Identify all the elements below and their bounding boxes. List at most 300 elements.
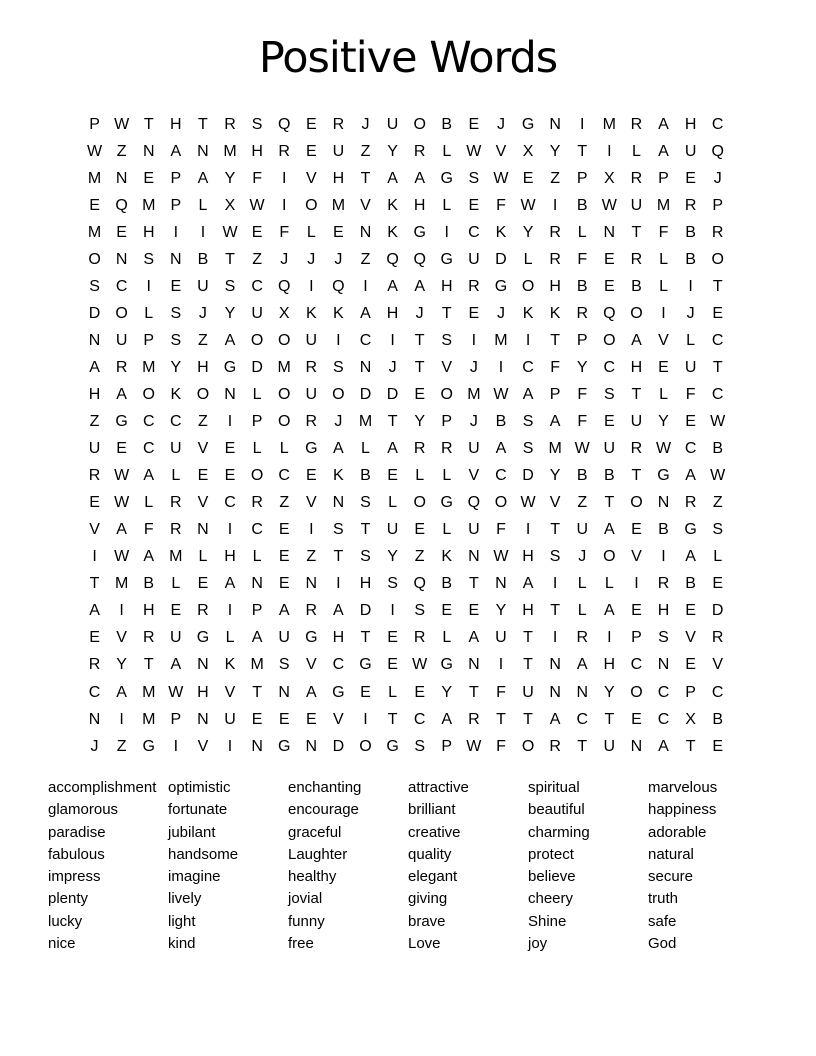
grid-letter: L: [252, 548, 262, 566]
grid-letter: L: [577, 223, 587, 241]
grid-letter: H: [549, 277, 561, 295]
grid-letter: C: [576, 710, 589, 728]
grid-letter: H: [332, 169, 345, 187]
grid-letter: K: [333, 304, 344, 322]
grid-letter: C: [170, 413, 182, 431]
grid-letter: P: [441, 737, 453, 755]
grid-letter: M: [358, 413, 373, 431]
grid-letter: O: [250, 331, 264, 349]
grid-letter: O: [440, 385, 453, 403]
grid-letter: I: [336, 575, 341, 593]
grid-letter: G: [305, 629, 318, 647]
grid-letter: I: [471, 331, 477, 349]
grid-letter: C: [630, 656, 643, 674]
grid-letter: R: [278, 142, 290, 160]
grid-letter: C: [657, 710, 670, 728]
grid-letter: Z: [198, 413, 208, 431]
word-item: enchanting: [288, 779, 362, 796]
word-item: believe: [528, 868, 576, 886]
word-item: marvelous: [648, 779, 718, 796]
grid-letter: M: [142, 358, 156, 376]
grid-letter: R: [440, 440, 453, 458]
word-item: fortunate: [168, 801, 228, 819]
grid-letter: I: [173, 223, 179, 241]
word-item: Laughter: [288, 845, 348, 863]
grid-letter: R: [468, 277, 480, 295]
word-item: charming: [528, 823, 590, 841]
grid-letter: A: [224, 575, 236, 593]
grid-letter: H: [630, 358, 643, 376]
grid-letter: J: [713, 169, 722, 187]
grid-letter: R: [684, 494, 697, 512]
grid-letter: U: [522, 683, 534, 701]
grid-letter: W: [520, 196, 536, 214]
grid-letter: I: [309, 277, 314, 295]
grid-letter: V: [685, 629, 696, 647]
grid-letter: V: [658, 331, 669, 349]
grid-letter: I: [580, 115, 585, 133]
grid-letter: T: [414, 358, 425, 376]
word-list-column: [528, 777, 648, 955]
grid-letter: U: [115, 331, 128, 349]
grid-letter: O: [630, 304, 643, 322]
grid-letter: J: [578, 548, 587, 566]
grid-letter: E: [278, 710, 290, 728]
grid-letter: C: [603, 358, 616, 376]
grid-letter: F: [279, 223, 290, 241]
grid-letter: T: [360, 629, 371, 647]
grid-letter: J: [90, 737, 99, 755]
grid-letter: Z: [198, 331, 208, 349]
grid-letter: R: [657, 575, 670, 593]
grid-letter: E: [414, 385, 425, 403]
grid-letter: T: [468, 683, 479, 701]
grid-letter: Q: [386, 250, 399, 268]
grid-letter: W: [114, 115, 130, 133]
grid-letter: E: [658, 358, 669, 376]
grid-letter: S: [143, 250, 155, 268]
grid-letter: E: [89, 196, 100, 214]
word-item: protect: [528, 845, 574, 863]
grid-letter: E: [89, 494, 100, 512]
grid-letter: P: [685, 683, 696, 701]
grid-letter: E: [197, 467, 209, 485]
grid-letter: C: [711, 385, 724, 403]
grid-letter: Q: [115, 196, 128, 214]
grid-letter: E: [685, 656, 696, 674]
grid-letter: B: [360, 467, 371, 485]
grid-letter: U: [684, 358, 697, 376]
grid-letter: H: [142, 223, 155, 241]
grid-letter: T: [143, 115, 154, 133]
grid-letter: H: [332, 629, 345, 647]
grid-letter: T: [360, 521, 371, 539]
grid-letter: L: [252, 440, 262, 458]
grid-letter: H: [522, 602, 534, 620]
grid-letter: T: [550, 331, 561, 349]
grid-letter: Q: [332, 277, 345, 295]
grid-letter: I: [552, 629, 558, 647]
grid-letter: T: [496, 710, 506, 728]
word-item: truth: [648, 890, 679, 908]
grid-letter: N: [630, 737, 643, 755]
grid-letter: P: [631, 629, 642, 647]
grid-letter: U: [603, 737, 616, 755]
grid-letter: E: [468, 602, 480, 620]
grid-letter: L: [198, 196, 208, 214]
grid-letter: E: [278, 521, 290, 539]
grid-letter: I: [498, 656, 504, 674]
grid-letter: U: [332, 142, 345, 160]
grid-letter: I: [390, 331, 395, 349]
grid-letter: G: [142, 737, 155, 755]
grid-letter: L: [577, 575, 587, 593]
grid-letter: U: [495, 629, 507, 647]
grid-letter: E: [224, 467, 236, 485]
grid-letter: L: [631, 142, 641, 160]
grid-letter: N: [88, 710, 101, 728]
grid-letter: S: [251, 115, 263, 133]
grid-letter: J: [469, 358, 478, 376]
grid-letter: T: [225, 250, 235, 268]
grid-letter: I: [390, 602, 395, 620]
grid-letter: F: [685, 385, 696, 403]
grid-letter: L: [306, 223, 316, 241]
grid-letter: E: [603, 413, 615, 431]
grid-letter: P: [658, 169, 669, 187]
word-item: giving: [408, 890, 448, 908]
grid-letter: A: [631, 331, 642, 349]
grid-letter: K: [387, 223, 398, 241]
grid-letter: R: [88, 467, 101, 485]
grid-letter: M: [656, 196, 671, 214]
word-item: paradise: [48, 823, 106, 841]
word-item: lucky: [48, 912, 83, 930]
grid-letter: Z: [306, 548, 317, 566]
grid-letter: V: [305, 656, 317, 674]
grid-letter: A: [685, 467, 696, 485]
grid-letter: A: [116, 521, 127, 539]
grid-letter: I: [281, 169, 287, 187]
grid-letter: E: [685, 602, 696, 620]
grid-letter: M: [87, 223, 102, 241]
grid-letter: A: [170, 142, 182, 160]
grid-letter: B: [712, 440, 724, 458]
grid-letter: S: [712, 521, 724, 539]
grid-letter: E: [305, 467, 317, 485]
grid-letter: Y: [522, 223, 534, 241]
grid-letter: A: [685, 548, 696, 566]
grid-letter: Z: [360, 250, 371, 268]
grid-letter: A: [116, 385, 127, 403]
grid-letter: O: [142, 385, 155, 403]
grid-letter: S: [170, 304, 182, 322]
grid-letter: U: [278, 629, 290, 647]
grid-letter: W: [493, 385, 509, 403]
grid-letter: T: [523, 710, 533, 728]
grid-letter: A: [522, 575, 534, 593]
grid-letter: E: [197, 575, 209, 593]
grid-letter: Z: [360, 142, 371, 160]
grid-letter: O: [359, 737, 372, 755]
grid-letter: R: [197, 602, 209, 620]
grid-letter: U: [224, 710, 236, 728]
grid-letter: T: [550, 521, 561, 539]
grid-letter: D: [711, 602, 724, 620]
grid-letter: I: [363, 277, 368, 295]
grid-letter: I: [227, 602, 233, 620]
grid-letter: A: [468, 629, 480, 647]
word-item: healthy: [288, 868, 337, 886]
word-list-column: [48, 777, 168, 955]
grid-letter: C: [468, 223, 480, 241]
grid-letter: C: [657, 683, 670, 701]
grid-letter: L: [442, 629, 452, 647]
grid-letter: T: [414, 331, 425, 349]
grid-letter: R: [711, 223, 724, 241]
grid-letter: W: [655, 440, 672, 458]
grid-letter: V: [89, 521, 100, 539]
grid-letter: W: [601, 196, 617, 214]
grid-letter: M: [250, 656, 264, 674]
word-item: free: [288, 935, 314, 953]
grid-letter: N: [359, 358, 372, 376]
grid-letter: D: [359, 602, 372, 620]
grid-letter: Z: [712, 494, 723, 512]
grid-letter: N: [251, 575, 263, 593]
grid-letter: R: [630, 115, 643, 133]
grid-letter: K: [224, 656, 236, 674]
grid-letter: I: [634, 575, 639, 593]
grid-letter: N: [197, 656, 209, 674]
grid-letter: M: [223, 142, 237, 160]
grid-letter: A: [658, 737, 669, 755]
grid-letter: Y: [116, 656, 127, 674]
grid-letter: O: [711, 250, 724, 268]
grid-letter: A: [251, 629, 263, 647]
grid-letter: E: [712, 304, 724, 322]
grid-letter: V: [441, 358, 453, 376]
grid-letter: P: [170, 196, 182, 214]
grid-letter: A: [278, 602, 290, 620]
grid-letter: Y: [170, 358, 182, 376]
grid-letter: W: [466, 142, 482, 160]
grid-letter: O: [630, 494, 643, 512]
grid-letter: B: [495, 413, 507, 431]
grid-letter: L: [388, 494, 398, 512]
grid-letter: F: [577, 385, 588, 403]
grid-letter: E: [251, 710, 263, 728]
grid-letter: S: [278, 656, 290, 674]
word-item: plenty: [48, 890, 89, 908]
grid-letter: A: [170, 656, 182, 674]
grid-letter: N: [549, 683, 561, 701]
grid-letter: M: [169, 548, 183, 566]
grid-letter: L: [659, 277, 668, 295]
grid-letter: E: [631, 521, 642, 539]
grid-letter: I: [363, 710, 368, 728]
grid-letter: J: [415, 304, 424, 322]
grid-letter: U: [170, 629, 182, 647]
puzzle-title: Positive Words: [258, 33, 558, 83]
grid-letter: E: [251, 223, 263, 241]
grid-letter: R: [88, 656, 101, 674]
grid-letter: E: [603, 250, 615, 268]
grid-letter: A: [603, 521, 615, 539]
grid-letter: A: [305, 683, 317, 701]
word-item: jovial: [288, 890, 323, 908]
grid-letter: C: [251, 521, 263, 539]
grid-letter: I: [661, 304, 666, 322]
grid-letter: E: [631, 602, 642, 620]
grid-letter: N: [170, 250, 182, 268]
grid-letter: H: [170, 115, 182, 133]
grid-letter: N: [603, 223, 616, 241]
word-item: jubilant: [168, 823, 216, 841]
grid-letter: H: [413, 196, 426, 214]
grid-letter: G: [223, 358, 237, 376]
grid-letter: G: [440, 250, 453, 268]
grid-letter: I: [498, 358, 504, 376]
grid-letter: B: [576, 196, 588, 214]
grid-letter: G: [115, 413, 128, 431]
grid-letter: R: [142, 629, 155, 647]
grid-letter: J: [334, 250, 343, 268]
grid-letter: Z: [89, 413, 100, 431]
grid-letter: F: [496, 737, 506, 755]
grid-letter: I: [119, 710, 124, 728]
grid-letter: O: [305, 196, 318, 214]
grid-letter: I: [525, 521, 531, 539]
grid-letter: P: [576, 169, 588, 187]
word-item: joy: [528, 935, 548, 953]
grid-letter: A: [333, 602, 344, 620]
grid-letter: I: [688, 277, 693, 295]
grid-letter: V: [197, 494, 209, 512]
grid-letter: Y: [603, 683, 615, 701]
grid-letter: A: [387, 169, 398, 187]
grid-letter: L: [686, 331, 696, 349]
grid-letter: S: [414, 602, 425, 620]
grid-letter: C: [115, 277, 128, 295]
grid-letter: O: [521, 737, 535, 755]
grid-letter: G: [521, 115, 535, 133]
grid-letter: I: [227, 521, 233, 539]
grid-letter: Y: [576, 358, 588, 376]
grid-letter: L: [198, 548, 208, 566]
grid-letter: S: [658, 629, 669, 647]
grid-letter: R: [305, 358, 318, 376]
grid-letter: W: [520, 494, 536, 512]
grid-letter: Z: [116, 142, 127, 160]
grid-letter: I: [444, 223, 449, 241]
word-item: God: [648, 935, 677, 953]
grid-letter: E: [414, 683, 425, 701]
grid-letter: O: [250, 467, 264, 485]
word-item: safe: [648, 912, 677, 930]
grid-letter: T: [198, 115, 208, 133]
grid-letter: H: [440, 277, 453, 295]
grid-letter: B: [143, 575, 155, 593]
grid-letter: C: [711, 331, 724, 349]
grid-letter: C: [522, 358, 534, 376]
grid-letter: Y: [549, 467, 561, 485]
grid-letter: U: [630, 413, 643, 431]
grid-letter: B: [603, 467, 615, 485]
grid-letter: E: [116, 440, 127, 458]
grid-letter: R: [630, 250, 643, 268]
grid-letter: G: [440, 494, 453, 512]
grid-letter: D: [495, 250, 507, 268]
grid-letter: A: [197, 169, 209, 187]
grid-letter: L: [252, 385, 262, 403]
grid-letter: E: [278, 575, 290, 593]
grid-letter: N: [305, 575, 318, 593]
grid-letter: L: [442, 196, 452, 214]
word-item: impress: [48, 868, 101, 886]
grid-letter: Z: [252, 250, 262, 268]
grid-letter: E: [387, 656, 398, 674]
grid-letter: R: [305, 413, 318, 431]
grid-letter: K: [170, 385, 182, 403]
grid-letter: C: [711, 683, 724, 701]
grid-letter: N: [332, 494, 345, 512]
grid-letter: Q: [467, 494, 481, 512]
grid-letter: E: [170, 602, 182, 620]
grid-letter: E: [631, 710, 642, 728]
grid-letter: E: [712, 575, 724, 593]
grid-letter: V: [631, 548, 642, 566]
grid-letter: U: [197, 277, 209, 295]
grid-letter: L: [361, 440, 370, 458]
grid-letter: U: [468, 250, 480, 268]
grid-letter: L: [171, 575, 181, 593]
grid-letter: T: [523, 656, 533, 674]
grid-letter: H: [142, 602, 155, 620]
grid-letter: H: [522, 548, 534, 566]
word-item: Shine: [528, 912, 567, 930]
grid-letter: A: [658, 142, 669, 160]
grid-letter: C: [413, 710, 426, 728]
grid-letter: G: [440, 656, 453, 674]
grid-letter: M: [277, 358, 291, 376]
word-item: light: [168, 912, 196, 930]
grid-letter: R: [115, 358, 128, 376]
grid-letter: O: [115, 304, 128, 322]
grid-letter: Y: [224, 304, 236, 322]
grid-letter: O: [277, 413, 291, 431]
grid-letter: E: [170, 277, 182, 295]
grid-letter: E: [522, 169, 534, 187]
grid-letter: O: [413, 494, 426, 512]
grid-letter: R: [170, 494, 182, 512]
grid-letter: U: [386, 521, 399, 539]
grid-letter: L: [442, 521, 452, 539]
word-item: encourage: [288, 801, 359, 819]
grid-letter: O: [521, 277, 535, 295]
grid-letter: L: [659, 385, 668, 403]
grid-letter: A: [441, 710, 453, 728]
grid-letter: R: [549, 737, 561, 755]
grid-letter: I: [309, 521, 314, 539]
grid-letter: G: [684, 521, 697, 539]
grid-letter: K: [549, 304, 561, 322]
grid-letter: C: [251, 277, 263, 295]
grid-letter: T: [441, 304, 452, 322]
grid-letter: R: [224, 115, 236, 133]
grid-letter: V: [468, 467, 480, 485]
grid-letter: Y: [549, 142, 561, 160]
